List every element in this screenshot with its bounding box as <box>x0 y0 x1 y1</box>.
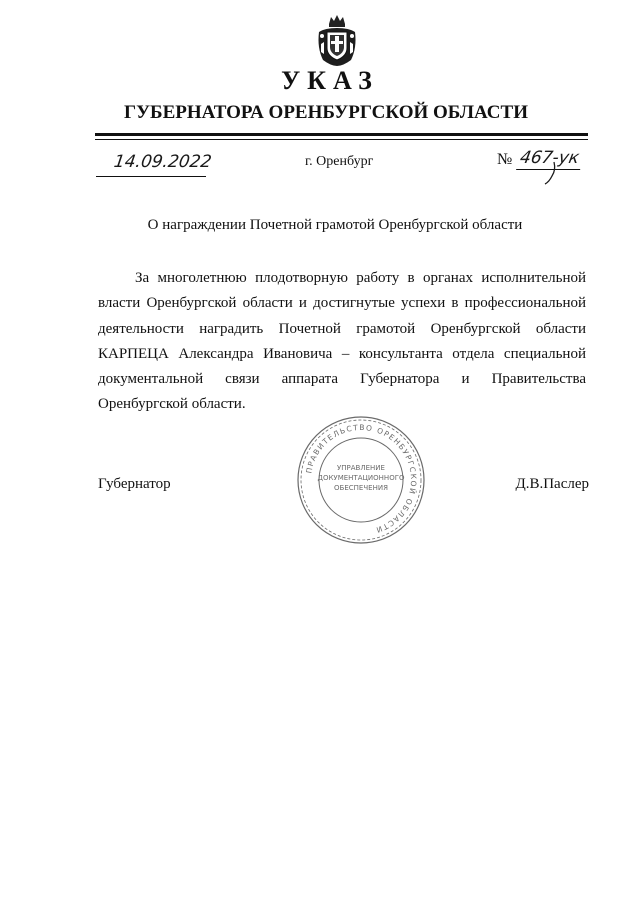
coat-of-arms-emblem <box>315 14 359 68</box>
handwritten-number: 467-ук <box>516 148 584 170</box>
signatory-name: Д.В.Паслер <box>515 476 589 492</box>
number-label: № <box>497 151 513 168</box>
stamp-line-3: ОБЕСПЕЧЕНИЯ <box>334 484 388 492</box>
document-subject: О награждении Почетной грамотой Оренбургской области <box>147 217 523 233</box>
header-rule-thin <box>95 139 588 140</box>
date-field <box>96 150 213 177</box>
stamp-line-1: УПРАВЛЕНИЕ <box>337 464 385 472</box>
handwritten-date: 14.09.2022 <box>112 152 213 172</box>
place-of-issue: г. Оренбург <box>305 154 374 169</box>
issuer-title: ГУБЕРНАТОРА ОРЕНБУРГСКОЙ ОБЛАСТИ <box>124 102 528 123</box>
handwriting-flourish <box>540 160 564 186</box>
stamp-ring-text: ПРАВИТЕЛЬСТВО ОРЕНБУРГСКОЙ ОБЛАСТИ <box>304 422 419 535</box>
decree-body-text: За многолетнюю плодотворную работу в органах исполнительной власти Оренбургской области и достигнутые успехи в профессиональной деятельности наградить Почетной грамотой Оренбургской области КАРПЕЦА Александра Ивановича – консультанта отдела специальной документальной связи аппарата Губернатора и Правительства Оренбургской области. <box>98 270 586 413</box>
signatory-role: Губернатор <box>98 476 171 492</box>
document-type-title: УКАЗ <box>281 66 379 95</box>
official-stamp <box>295 414 427 546</box>
stamp-line-2: ДОКУМЕНТАЦИОННОГО <box>317 474 405 482</box>
header-rule-thick <box>95 133 588 136</box>
